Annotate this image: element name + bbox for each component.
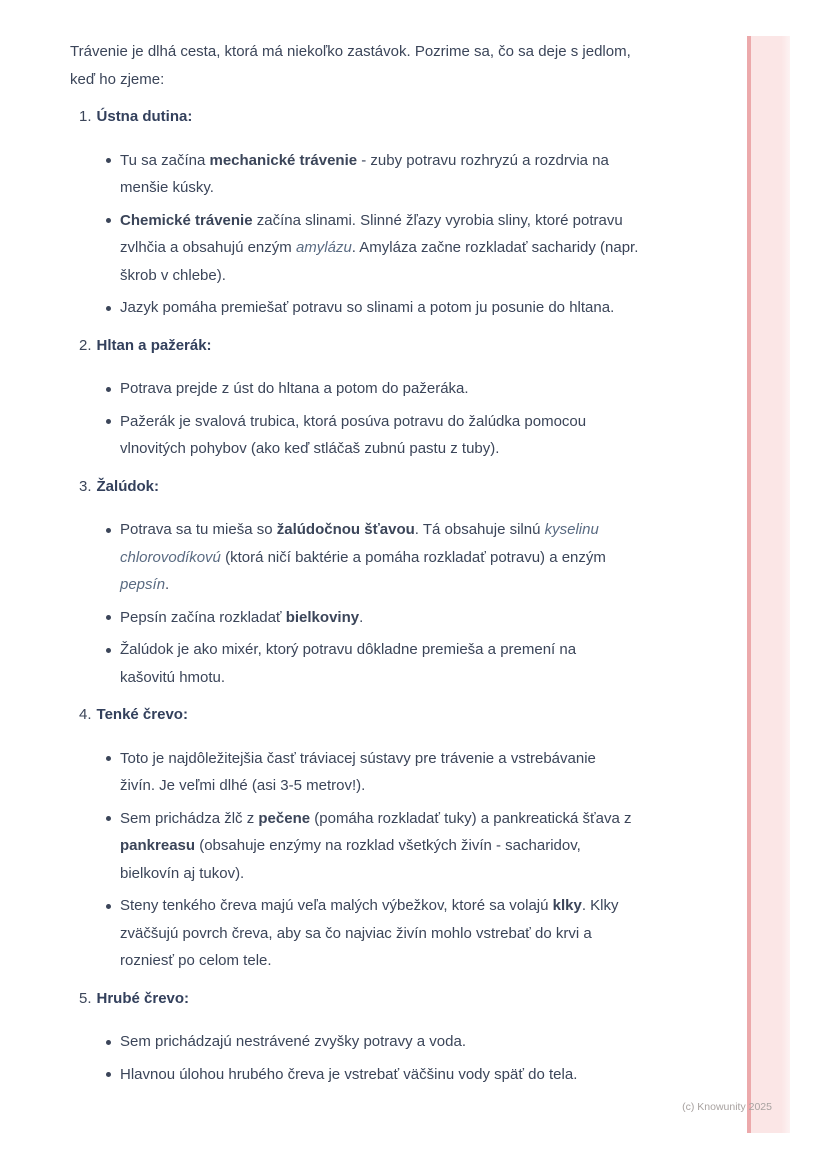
text-run: chlorovodíkovú [120, 548, 221, 566]
text-run: škrob v chlebe). [120, 266, 226, 284]
text-run: rozniesť po celom tele. [120, 952, 272, 969]
bullet-text [120, 1061, 750, 1089]
bullet-text [120, 294, 750, 322]
bullet-text [120, 805, 750, 888]
section-title: Hltan a pažerák: [96, 336, 212, 354]
bullet-text [120, 745, 750, 800]
bullet-text [120, 147, 750, 202]
bullet-dot-icon [106, 648, 111, 653]
bullet-item [70, 892, 750, 975]
text-run: zväčšujú povrch čreva, aby sa čo najviac živín mohlo vstrebať do krvi a [120, 924, 592, 942]
bullet-text [120, 516, 750, 599]
text-run: bielkoviny [285, 608, 360, 626]
text-run: živín. Je veľmi dlhé (asi 3-5 metrov!). [120, 777, 366, 794]
bullet-text [120, 207, 750, 290]
bullet-item [70, 636, 750, 691]
bullet-text [120, 604, 750, 632]
section-number: 5. [79, 989, 92, 1007]
bullet-item [70, 604, 750, 632]
text-run: . [165, 576, 170, 593]
section-title: Ústna dutina: [96, 108, 193, 125]
section-number: 4. [79, 706, 92, 723]
bullet-dot-icon [106, 306, 111, 311]
bullet-item [70, 375, 750, 403]
intro-paragraph [70, 38, 750, 93]
section-heading [70, 103, 750, 131]
bullet-dot-icon [106, 1040, 111, 1045]
footer-copyright: (c) Knowunity 2025 [682, 1101, 772, 1113]
section-title: Hrubé črevo: [96, 989, 190, 1007]
text-run: - zuby potravu rozhryzú a rozdrvia na [357, 151, 609, 169]
bullet-item [70, 516, 750, 599]
bullet-item [70, 294, 750, 322]
text-run: Potrava prejde z úst do hltana a potom do pažeráka. [120, 380, 469, 397]
bullet-text [120, 375, 750, 403]
text-run: Žalúdok je ako mixér, ktorý potravu dôkladne premieša a premení na [120, 641, 577, 658]
section-heading [70, 332, 750, 360]
section-number: 2. [79, 336, 92, 354]
text-run: klky [552, 897, 582, 914]
bullet-dot-icon [106, 528, 111, 533]
bullet-text [120, 636, 750, 691]
bullet-dot-icon [106, 158, 111, 163]
text-run: pankreasu [120, 837, 196, 854]
text-run: Pažerák je svalová trubica, ktorá posúva potravu do žalúdka pomocou [120, 412, 587, 430]
section-title: Tenké črevo: [96, 706, 188, 723]
text-run: Toto je najdôležitejšia časť tráviacej sústavy pre trávenie a vstrebávanie [120, 749, 596, 767]
text-run: (obsahuje enzýmy na rozklad všetkých živín - sacharidov, [195, 837, 581, 854]
text-run: pečene [258, 809, 311, 827]
text-run: Chemické trávenie [120, 211, 253, 229]
text-run: Pepsín začína rozkladať [120, 608, 286, 626]
text-run: Tu sa začína [120, 151, 210, 169]
text-run: kašovitú hmotu. [120, 668, 226, 686]
bullet-item [70, 408, 750, 463]
text-run: zvlhčia a obsahujú enzým [120, 239, 296, 256]
section-heading [70, 985, 750, 1013]
bullet-item [70, 1028, 750, 1056]
text-run: . Amyláza začne rozkladať sacharidy (napr. [351, 239, 639, 256]
bullet-text [120, 408, 750, 463]
text-run: amylázu [295, 239, 352, 256]
bullet-item [70, 147, 750, 202]
bullet-dot-icon [106, 218, 111, 223]
bullet-dot-icon [106, 756, 111, 761]
text-run: pepsín [120, 576, 166, 593]
text-run: (pomáha rozkladať tuky) a pankreatická šťava z [310, 809, 632, 827]
text-run: . Klky [581, 897, 619, 914]
section-number: 1. [79, 108, 92, 125]
bullet-item [70, 207, 750, 290]
bullet-text [120, 1028, 750, 1056]
text-run: bielkovín aj tukov). [120, 864, 245, 882]
text-run: Hlavnou úlohou hrubého čreva je vstrebať väčšinu vody späť do tela. [120, 1065, 578, 1083]
text-run: Potrava sa tu mieša so [120, 521, 277, 538]
bullet-dot-icon [106, 387, 111, 392]
text-run: Trávenie je dlhá cesta, ktorá má niekoľko zastávok. Pozrime sa, čo sa deje s jedlom, [70, 43, 631, 60]
section-title: Žalúdok: [96, 477, 160, 495]
bullet-item [70, 1061, 750, 1089]
section-heading [70, 701, 750, 729]
text-run: keď ho zjeme: [70, 70, 165, 88]
accent-stripe [747, 36, 790, 1133]
text-run: Sem prichádzajú nestrávené zvyšky potravy a voda. [120, 1033, 467, 1050]
text-run: mechanické trávenie [209, 151, 358, 169]
bullet-text [120, 892, 750, 975]
document-body [70, 38, 750, 1093]
bullet-dot-icon [106, 904, 111, 909]
text-run: vlnovitých pohybov (ako keď stláčaš zubnú pastu z tuby). [120, 440, 500, 457]
bullet-item [70, 805, 750, 888]
bullet-dot-icon [106, 419, 111, 424]
bullet-dot-icon [106, 816, 111, 821]
text-run: menšie kúsky. [120, 179, 214, 196]
bullet-dot-icon [106, 615, 111, 620]
text-run: (ktorá ničí baktérie a pomáha rozkladať potravu) a enzým [220, 548, 606, 566]
text-run: Sem prichádza žlč z [120, 809, 259, 827]
text-run: . [359, 608, 364, 626]
section-number: 3. [79, 477, 92, 495]
section-heading [70, 473, 750, 501]
text-run: začína slinami. Slinné žľazy vyrobia sliny, ktoré potravu [252, 211, 623, 229]
text-run: žalúdočnou šťavou [276, 521, 415, 538]
text-run: . Tá obsahuje silnú [414, 521, 545, 538]
bullet-dot-icon [106, 1072, 111, 1077]
text-run: Steny tenkého čreva majú veľa malých výbežkov, ktoré sa volajú [120, 897, 553, 914]
bullet-item [70, 745, 750, 800]
text-run: kyselinu [544, 521, 599, 538]
text-run: Jazyk pomáha premiešať potravu so slinami a potom ju posunie do hltana. [120, 299, 615, 316]
